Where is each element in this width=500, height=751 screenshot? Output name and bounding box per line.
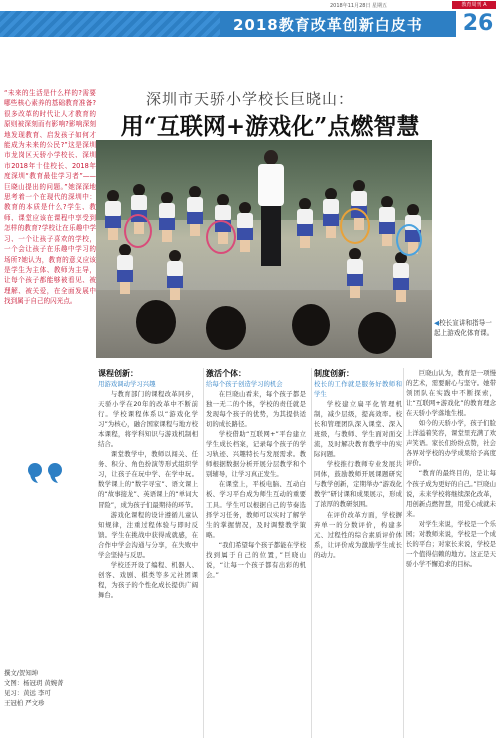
section-heading-system: 制度创新： — [314, 369, 354, 378]
photo-caption — [434, 318, 496, 338]
caption-arrow-icon: ◀ — [434, 319, 440, 327]
paragraph: 学校建立扁平化管理机制，减少层级，提高效率。校长和管理团队深入课堂、深入班级，与教师、学生面对面交流，及时解决教育教学中的实际问题。 — [314, 400, 402, 459]
photo-child — [186, 186, 204, 236]
photo-hula-hoop — [340, 208, 370, 244]
paragraph: 课堂教学中，教师以闯关、任务、积分、角色扮演等形式组织学习，让孩子在玩中学、在学中玩。数学课上的“数字寻宝”、语文课上的“故事接龙”、英语课上的“单词大冒险”，成为孩子们最期待的环节。 — [98, 450, 198, 509]
photo-hula-hoop — [124, 214, 152, 248]
paragraph: “我们希望每个孩子都能在学校找到属于自己的位置，”巨晓山说，“让每一个孩子都有出彩的机会。” — [206, 540, 306, 579]
photo-hula-hoop — [396, 224, 422, 256]
top-meta-bar — [0, 0, 500, 10]
article-photo — [96, 140, 432, 358]
column-divider — [203, 368, 204, 738]
photo-child — [392, 252, 410, 302]
paragraph: 如今的天骄小学，孩子们脸上洋溢着笑容，课堂里充满了欢声笑语。家长们纷纷点赞，社会各界对学校的办学成果给予高度评价。 — [406, 419, 496, 468]
article-column-3 — [314, 368, 402, 560]
paragraph: 在巨晓山看来，每个孩子都是独一无二的个体，学校的责任就是发现每个孩子的优势，为其提供适切的成长路径。 — [206, 390, 306, 429]
photo-caption-text: 校长宣讲和指导一起上游戏化体育课。 — [434, 319, 494, 337]
photo-child — [296, 198, 314, 248]
column-divider — [311, 368, 312, 738]
section-subheading: 给每个孩子创造学习的机会 — [206, 380, 283, 388]
photo-child — [158, 192, 176, 242]
paragraph: “教育的最终目的，是让每个孩子成为更好的自己。”巨晓山说，未来学校将继续深化改革，用创新点燃智慧，用爱心成就未来。 — [406, 469, 496, 518]
paragraph: 对学生来说，学校是一个乐园；对教师来说，学校是一个成长的平台；对家长来说，学校是一个值得信赖的地方。这正是天骄小学不懈追求的目标。 — [406, 519, 496, 568]
photo-child — [236, 202, 254, 252]
paragraph: 与教育部门的课程改革同步，天骄小学在20年的改革中不断前行。学校课程体系以“游戏化学习”为核心，融合国家课程与地方校本课程，将学科知识与游戏机制相结合。 — [98, 390, 198, 449]
section-subheading: 校长的工作就是服务好教师和学生 — [314, 380, 402, 398]
paragraph: 学校还开设了编程、机器人、创客、戏剧、棋类等多元社团课程，为孩子的个性化成长提供广阔舞台。 — [98, 560, 198, 599]
paragraph: 巨晓山认为，教育是一项慢的艺术，需要耐心与坚守。她带领团队在实践中不断探索，让“互联网+游戏化”的教育理念在天骄小学落地生根。 — [406, 369, 496, 418]
photo-child — [378, 196, 396, 246]
issue-date: 2018年11月28日 星期五 — [330, 3, 388, 9]
paragraph: 在课堂上，平板电脑、互动白板、学习平台成为师生互动的重要工具。学生可以根据自己的节奏选择学习任务，教师可以实时了解学生的掌握情况，及时调整教学策略。 — [206, 480, 306, 539]
sidebar-quote: “未来的生活是什么样的?需要哪些核心素养的基础教育准备?很多改革的时代让人才教育的原则被深刻而有影响?影响深刻地发现教育、启发孩子如何才能成为未来的公民?”这是深圳市龙岗区天骄小学校长、深圳市2018年十佳校长、2018年度深圳“教育最佳学习者”——巨晓山提出的问题。”她深深地思考着一个在现代的深圳中：教育的本质是什么?学生、教师、课堂应该在课程中享受到怎样的教育?学校让在乐趣中学习、一个让孩子喜欢的学校，一个会让孩子在乐趣中学习的场所?她认为，教育的意义应该是学生为主体、教师为主导，让每个孩子都能够被看见、被理解、被关爱，在全面发展中找到属于自己的闪光点。 — [4, 89, 96, 306]
photo-child — [104, 190, 122, 240]
article-column-2 — [206, 368, 306, 580]
banner-title: 2018教育改革创新白皮书 — [233, 16, 423, 34]
article-subtitle: 深圳市天骄小学校长巨晓山： — [145, 90, 354, 108]
photo-child — [346, 248, 364, 298]
page-number: 26 — [456, 11, 500, 37]
photo-hula-hoop — [206, 220, 236, 254]
section-heading-curriculum: 课程创新： — [98, 369, 138, 378]
article-column-4 — [406, 368, 496, 569]
paragraph: 学校借助“互联网+”平台建立学生成长档案，记录每个孩子的学习轨迹、兴趣特长与发展需求。教师根据数据分析开展分层教学和个别辅导，让学习真正发生。 — [206, 430, 306, 479]
photo-child — [116, 244, 134, 294]
article-title: 用“互联网+游戏化”点燃智慧 — [120, 113, 420, 140]
section-heading-individual: 激活个体： — [206, 369, 246, 378]
article-credits: 撰文/贺知坤 文图：杨冠玥 黄婉菁 见习：黄远 李可 王冠柏 严文珍 — [4, 669, 64, 707]
column-divider — [403, 368, 404, 738]
banner-stripe-decoration — [0, 11, 220, 37]
quote-mark-icon — [26, 462, 66, 484]
photo-child — [322, 188, 340, 238]
photo-principal — [258, 150, 284, 280]
paragraph: 在评价改革方面，学校摒弃单一的分数评价，构建多元、过程性的综合素质评价体系，让评价成为激励学生成长的动力。 — [314, 510, 402, 559]
section-subheading: 用游戏调动学习兴趣 — [98, 380, 156, 388]
section-badge: 教育周刊 A — [452, 1, 496, 9]
paragraph: 游戏化课程的设计遵循儿童认知规律，注重过程体验与即时反馈。学生在挑战中获得成就感，在合作中学会沟通与分享，在失败中学会坚持与反思。 — [98, 510, 198, 559]
paragraph: 学校推行教师专业发展共同体，鼓励教师开展课题研究与教学创新，定期举办“游戏化教学”研讨课和成果展示，形成了浓厚的教研氛围。 — [314, 460, 402, 509]
article-column-1 — [98, 368, 198, 600]
page-banner — [0, 11, 500, 37]
sidebar — [4, 88, 96, 707]
photo-child — [166, 250, 184, 300]
